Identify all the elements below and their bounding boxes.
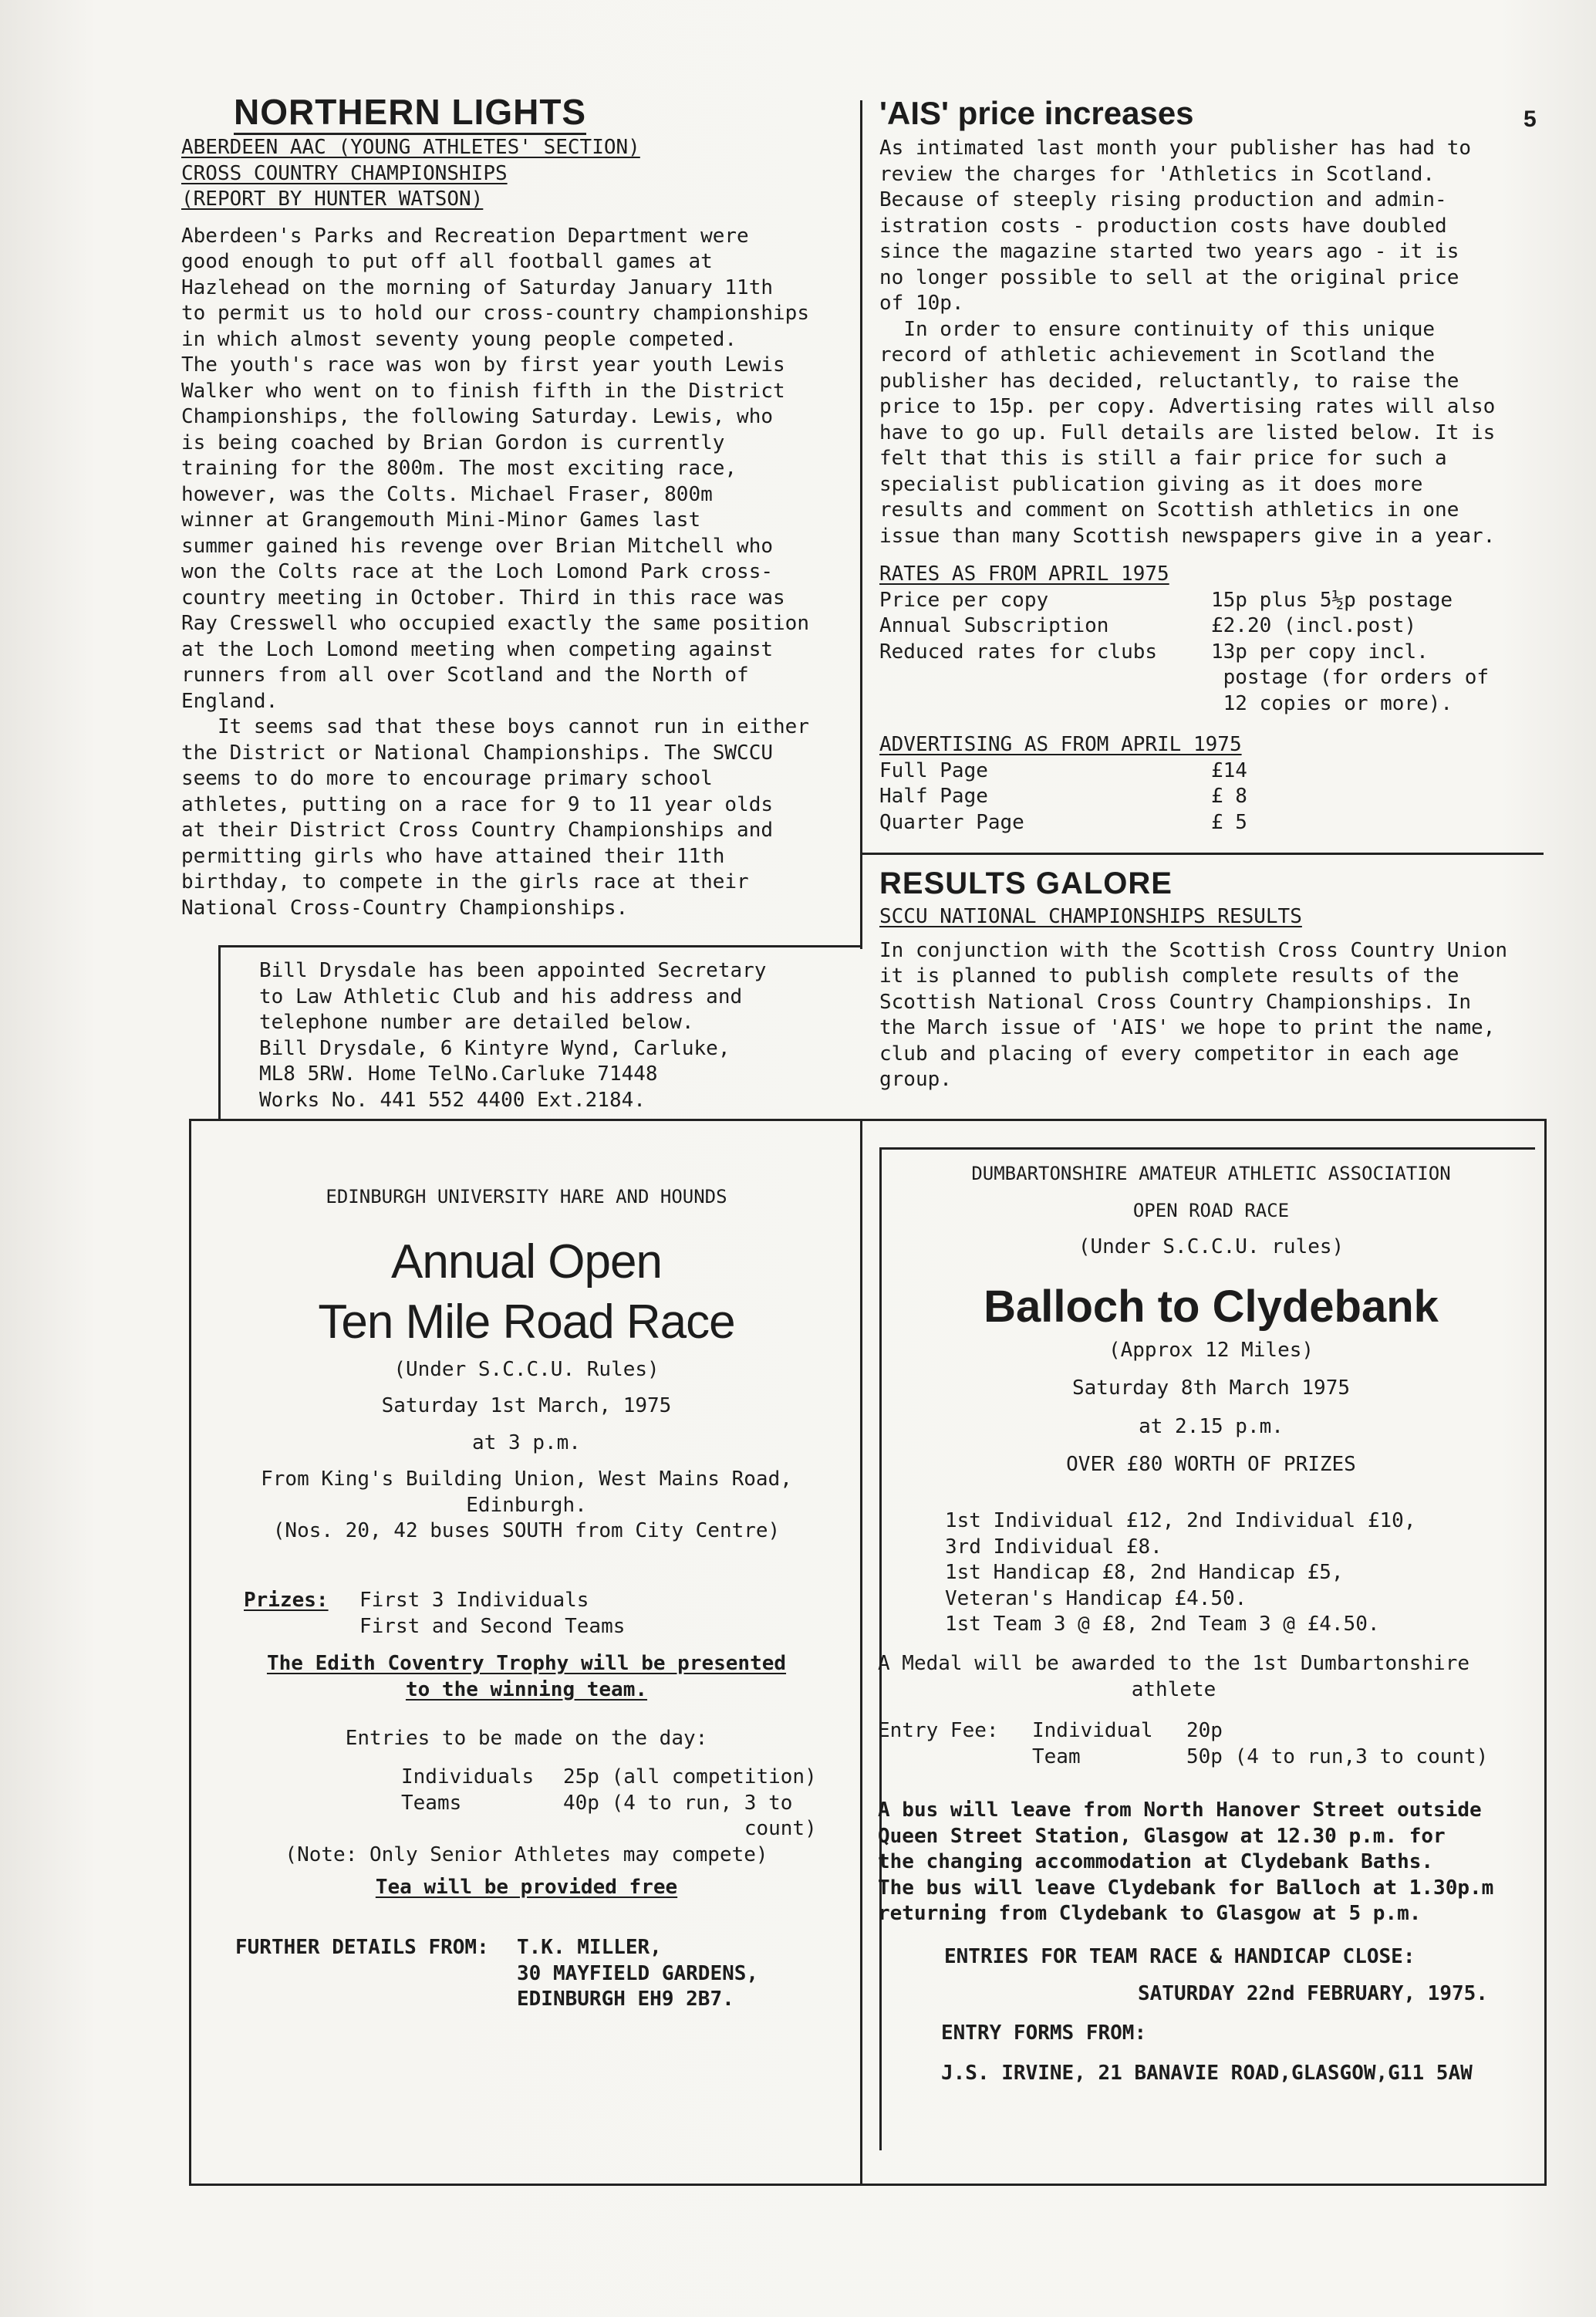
edinburgh-notes xyxy=(193,1842,860,1900)
edinburgh-tea: Tea will be provided free xyxy=(375,1875,678,1899)
advertising-row xyxy=(879,784,1543,810)
edinburgh-fee-value: 25p (all competition) xyxy=(563,1765,817,1788)
dumbarton-forms-address: J.S. IRVINE, 21 BANAVIE ROAD,GLASGOW,G11 5AW xyxy=(941,2061,1473,2085)
dumbarton-distance: (Approx 12 Miles) xyxy=(1108,1338,1314,1362)
dumbarton-fee-row xyxy=(1032,1718,1488,1745)
dumbarton-forms-heading: ENTRY FORMS FROM: xyxy=(941,2021,1147,2045)
advertising-row xyxy=(879,810,1543,836)
dumbarton-race: OPEN ROAD RACE xyxy=(1132,1199,1290,1221)
edinburgh-race-advert xyxy=(193,1184,860,1545)
edinburgh-prizes-list: First 3 Individuals First and Second Teams xyxy=(359,1589,626,1638)
northern-lights-title: NORTHERN LIGHTS xyxy=(234,91,586,135)
edinburgh-fee-row xyxy=(401,1791,864,1842)
advertising-heading: ADVERTISING AS FROM APRIL 1975 xyxy=(879,733,1242,756)
rate-value: 13p per copy incl. postage (for orders of 12 copies or more). xyxy=(1211,640,1490,715)
northern-lights-subhead-2: CROSS COUNTRY CHAMPIONSHIPS xyxy=(181,161,508,185)
edinburgh-prizes-row xyxy=(244,1588,845,1640)
rate-value: 15p plus 5½p postage xyxy=(1211,588,1453,612)
dumbarton-prizes xyxy=(945,1508,1539,1638)
rates-row xyxy=(879,640,1543,718)
adverts-divider xyxy=(860,1119,862,2186)
page-number: 5 xyxy=(1523,106,1537,132)
advertising-label: Quarter Page xyxy=(879,810,1024,834)
results-top-rule xyxy=(860,853,1544,855)
dumbarton-close-heading: ENTRIES FOR TEAM RACE & HANDICAP CLOSE: xyxy=(944,1945,1415,1968)
results-galore-subhead: SCCU NATIONAL CHAMPIONSHIPS RESULTS xyxy=(879,905,1302,928)
dumbarton-fee-row xyxy=(1032,1745,1488,1771)
ais-price-para-1: As intimated last month your publisher has had to review the charges for 'Athletics in Scotland. Because of steeply rising production and admin- istration costs - production costs have doubled since the magazine started two years ago - it is no longer possible to sell at the original price of 10p. xyxy=(879,137,1472,315)
edinburgh-fee-row xyxy=(401,1765,864,1791)
dumbarton-fee-type: Team xyxy=(1032,1745,1081,1768)
dumbarton-fee-label: Entry Fee: xyxy=(878,1719,999,1742)
results-galore-article xyxy=(879,863,1543,1093)
dumbarton-prizes-heading: OVER £80 WORTH OF PRIZES xyxy=(1066,1453,1356,1476)
dumbarton-fee-value: 50p (4 to run,3 to count) xyxy=(1186,1745,1489,1768)
rate-value: £2.20 (incl.post) xyxy=(1211,614,1417,637)
ais-price-para-2: In order to ensure continuity of this unique record of athletic achievement in Scotland the publisher has decided, reluctantly, to raise the price to 15p. per copy. Advertising rates will also have to go up. Full details are listed below. It is felt that this is still a fair price for such a specialist publication giving as it does more results and comment on Scottish athletics in one issue than many Scottish newspapers give in a year. xyxy=(879,317,1496,548)
rates-row xyxy=(879,613,1543,640)
dumbarton-prizes-list: 1st Individual £12, 2nd Individual £10, 3rd Individual £8. 1st Handicap £8, 2nd Handicap £5, Veteran's Handicap £4.50. 1st Team 3 @ £8, 2nd Team 3 @ £4.50. xyxy=(945,1509,1416,1636)
edinburgh-prizes xyxy=(244,1588,845,1640)
northern-lights-para-1: Aberdeen's Parks and Recreation Department were good enough to put off all football games at Hazlehead on the morning of Saturday January 11th to permit us to hold our cross-country championships in which almost seventy young people competed. The youth's race was won by first year youth Lewis Walker who went on to finish fifth in the District Championships, the following Saturday. Lewis, who is being coached by Brian Gordon is currently training for the 800m. The most exciting race, however, was the Colts. Michael Fraser, 800m winner at Grangemouth Mini-Minor Games last summer gained his revenge over Brian Mitchell who won the Colts race at the Loch Lomond Park cross- country meeting in October. Third in this race was Ray Cresswell who occupied exactly the same position at the Loch Lomond meeting when competing against runners from all over Scotland and the North of England. xyxy=(181,224,809,713)
dumbarton-header xyxy=(879,1161,1543,1478)
dumbarton-closing xyxy=(941,1944,1543,2086)
dumbarton-fee-block xyxy=(878,1718,1541,1770)
dumbarton-details xyxy=(878,1651,1541,1927)
advertising-label: Full Page xyxy=(879,758,988,782)
dumbarton-fee-list xyxy=(1032,1718,1488,1770)
rate-label: Price per copy xyxy=(879,588,1049,612)
drysdale-notice-text: Bill Drysdale has been appointed Secretary to Law Athletic Club and his address and telephone number are detailed below. Bill Drysdale, 6 Kintyre Wynd, Carluke, ML8 5RW. Home TelNo.Carluke 71448 Works No. 441 552 4400 Ext.2184. xyxy=(259,959,767,1112)
edinburgh-date: Saturday 1st March, 1975 xyxy=(381,1394,672,1417)
advertising-value: £ 8 xyxy=(1211,785,1247,808)
rates-heading: RATES AS FROM APRIL 1975 xyxy=(879,562,1169,586)
dumbarton-bus: A bus will leave from North Hanover Street outside Queen Street Station, Glasgow at 12.30 p.m. for the changing accommodation at Clydebank Baths. The bus will leave Clydebank for Balloch at 1.30p.m returning from Clydebank to Glasgow at 5 p.m. xyxy=(878,1799,1494,1925)
edinburgh-details xyxy=(235,1935,852,2013)
edinburgh-note: (Note: Only Senior Athletes may compete) xyxy=(285,1843,768,1866)
northern-lights-subhead-1: ABERDEEN AAC (YOUNG ATHLETES' SECTION) xyxy=(181,136,640,159)
edinburgh-details-address: T.K. MILLER, 30 MAYFIELD GARDENS, EDINBURGH EH9 2B7. xyxy=(517,1936,759,2011)
rate-label: Reduced rates for clubs xyxy=(879,640,1158,664)
edinburgh-details-label: FURTHER DETAILS FROM: xyxy=(235,1936,489,1959)
edinburgh-time: at 3 p.m. xyxy=(472,1430,581,1454)
dumbarton-org: DUMBARTONSHIRE AMATEUR ATHLETIC ASSOCIATION xyxy=(971,1163,1451,1184)
edinburgh-fee-label: Teams xyxy=(401,1791,462,1815)
edinburgh-title-1: Annual Open xyxy=(391,1234,662,1289)
ais-price-article xyxy=(879,91,1543,836)
edinburgh-rules: (Under S.C.C.U. Rules) xyxy=(393,1357,660,1381)
dumbarton-time: at 2.15 p.m. xyxy=(1139,1414,1284,1438)
dumbarton-fee-type: Individual xyxy=(1032,1719,1153,1742)
northern-lights-para-2: It seems sad that these boys cannot run in either the District or National Championships. The SWCCU seems to do more to encourage primary school athletes, putting on a race for 9 to 11 year olds at their District Cross Country Championships and permitting girls who have attained their 11th birthday, to compete in the girls race at their National Cross-Country Championships. xyxy=(181,715,809,920)
edinburgh-prizes-label: Prizes: xyxy=(244,1589,329,1612)
edinburgh-details-row xyxy=(235,1935,852,2013)
rate-label: Annual Subscription xyxy=(879,614,1109,637)
dumbarton-medal: A Medal will be awarded to the 1st Dumbartonshire athlete xyxy=(878,1652,1470,1701)
rates-table xyxy=(879,588,1543,718)
advertising-value: £ 5 xyxy=(1211,810,1247,834)
edinburgh-fees xyxy=(401,1765,864,1842)
advertising-label: Half Page xyxy=(879,785,988,808)
dumbarton-close-date: SATURDAY 22nd FEBRUARY, 1975. xyxy=(1138,1981,1488,2005)
results-galore-title: RESULTS GALORE xyxy=(879,866,1173,900)
advertising-value: £14 xyxy=(1211,758,1247,782)
results-galore-text: In conjunction with the Scottish Cross Country Union it is planned to publish complete results of the Scottish National Cross Country Championships. In the March issue of 'AIS' we hope to print the name, club and placing of every competitor in each age group. xyxy=(879,938,1507,1091)
column-divider xyxy=(860,100,862,949)
dumbarton-title: Balloch to Clydebank xyxy=(984,1281,1439,1332)
dumbarton-rules: (Under S.C.C.U. rules) xyxy=(1078,1235,1345,1258)
edinburgh-lower xyxy=(193,1651,860,1752)
edinburgh-fee-value: 40p (4 to run, 3 to count) xyxy=(563,1791,817,1840)
edinburgh-venue: From King's Building Union, West Mains Road, Edinburgh. (Nos. 20, 42 buses SOUTH from City Centre) xyxy=(261,1468,792,1542)
dumbarton-fee-value: 20p xyxy=(1186,1719,1223,1742)
dumbarton-date: Saturday 8th March 1975 xyxy=(1071,1376,1351,1400)
northern-lights-subhead-3: (REPORT BY HUNTER WATSON) xyxy=(181,187,484,211)
rates-row xyxy=(879,588,1543,614)
drysdale-notice-box xyxy=(218,945,862,1119)
edinburgh-title-2: Ten Mile Road Race xyxy=(318,1295,735,1349)
advertising-row xyxy=(879,758,1543,785)
advertising-table xyxy=(879,758,1543,836)
edinburgh-fee-label: Individuals xyxy=(401,1765,535,1788)
edinburgh-entries-heading: Entries to be made on the day: xyxy=(345,1727,708,1750)
northern-lights-article xyxy=(181,91,852,921)
ais-price-title: 'AIS' price increases xyxy=(879,95,1194,131)
edinburgh-org: EDINBURGH UNIVERSITY HARE AND HOUNDS xyxy=(326,1186,727,1207)
edinburgh-trophy: The Edith Coventry Trophy will be presented to the winning team. xyxy=(266,1652,787,1701)
